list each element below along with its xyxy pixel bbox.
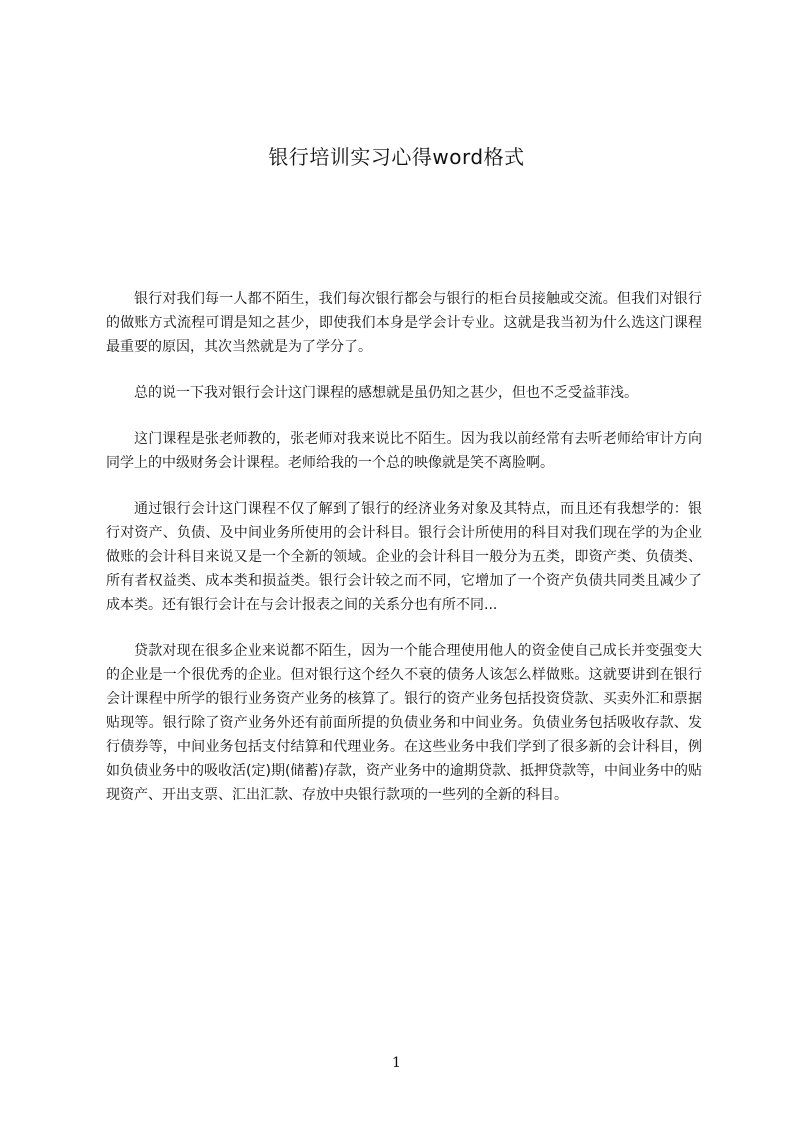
paragraph-5: 贷款对现在很多企业来说都不陌生，因为一个能合理使用他人的资金使自己成长并变强变大的企业是一个很优秀的企业。但对银行这个经久不衰的债务人该怎么样做账。这就要讲到在银行会计课程中所学的银行业务资产业务的核算了。银行的资产业务包括投资贷款、买卖外汇和票据贴现等。银行除了资产业务外还有前面所提的负债业务和中间业务。负债业务包括吸收存款、发行债券等，中间业务包括支付结算和代理业务。在这些业务中我们学到了很多新的会计科目，例如负债业务中的吸收活(定)期(储蓄)存款，资产业务中的逾期贷款、抵押贷款等，中间业务中的贴现资产、开出支票、汇出汇款、存放中央银行款项的一些列的全新的科目。 (106, 643, 702, 803)
document-body (106, 287, 702, 829)
page-number: 1 (392, 1055, 401, 1071)
paragraph-4: 通过银行会计这门课程不仅了解到了银行的经济业务对象及其特点，而且还有我想学的：银行对资产、负债、及中间业务所使用的会计科目。银行会计所使用的科目对我们现在学的为企业做账的会计科目来说又是一个全新的领域。企业的会计科目一般分为五类，即资产类、负债类、所有者权益类、成本类和损益类。银行会计较之而不同，它增加了一个资产负债共同类且减少了成本类。还有银行会计在与会计报表之间的关系分也有所不同... (106, 501, 702, 613)
paragraph-2: 总的说一下我对银行会计这门课程的感想就是虽仍知之甚少，但也不乏受益菲浅。 (134, 385, 638, 401)
paragraph-3: 这门课程是张老师教的，张老师对我来说比不陌生。因为我以前经常有去听老师给审计方向同学上的中级财务会计课程。老师给我的一个总的映像就是笑不离脸啊。 (106, 431, 702, 471)
document-title: 银行培训实习心得word格式 (268, 145, 525, 169)
paragraph-1: 银行对我们每一人都不陌生，我们每次银行都会与银行的柜台员接触或交流。但我们对银行的做账方式流程可谓是知之甚少，即使我们本身是学会计专业。这就是我当初为什么选这门课程最重要的原因，其次当然就是为了学分了。 (106, 291, 702, 355)
